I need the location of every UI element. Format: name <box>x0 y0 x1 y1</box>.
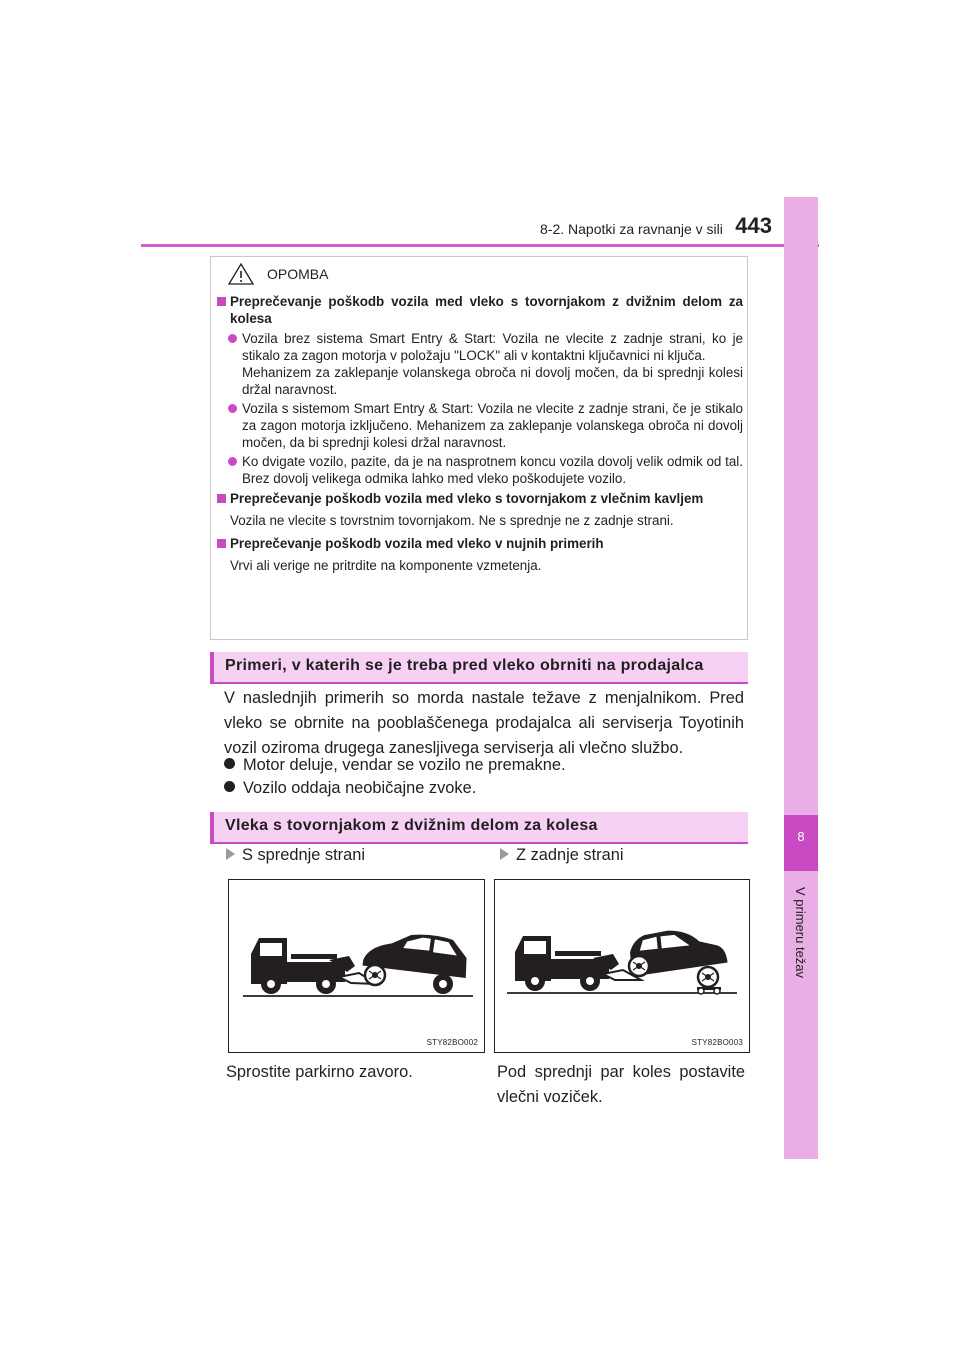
square-bullet-icon <box>217 539 226 548</box>
chapter-tab[interactable] <box>784 815 818 871</box>
note-body <box>215 293 743 577</box>
note-paragraph: Vozila ne vlecite s tovrstnim tovornjakom. Ne s sprednje ne z zadnje strani. <box>230 513 674 528</box>
bullet-item <box>224 779 476 798</box>
intro-paragraph: V naslednjih primerih so morda nastale težave z menjalnikom. Pred vleko se obrnite na pooblaščenega prodajalca ali serviserja Toyotinih vozil oziroma drugega zanesljivega serviserja ali vlečno službo. <box>224 689 744 757</box>
warning-triangle-icon <box>227 262 255 286</box>
note-box <box>210 256 748 640</box>
note-heading-text: Preprečevanje poškodb vozila med vleko s tovornjakom z dvižnim delom za kolesa <box>230 294 743 326</box>
section-heading-underline <box>210 842 748 844</box>
section-heading-text: Vleka s tovornjakom z dvižnim delom za kolesa <box>225 817 598 834</box>
section-heading <box>210 652 748 682</box>
triangle-marker-icon <box>500 848 509 860</box>
note-paragraph: Vrvi ali verige ne pritrdite na komponente vzmetenja. <box>230 558 542 573</box>
caption-front: Sprostite parkirno zavoro. <box>226 1063 413 1081</box>
note-bullet-text: Mehanizem za zaklepanje volanskega obroča ni dovolj močen, da bi sprednji kolesi držal naravnost. <box>242 365 743 397</box>
circle-bullet-icon <box>228 334 237 343</box>
note-bullet-text: Vozila brez sistema Smart Entry & Start: Vozila ne vlecite z zadnje strani, ko je stikalo za zagon motorja v položaju "LOCK" ali v kontaktni ključavnici ni ključa. <box>242 331 743 363</box>
figure-label-rear <box>500 846 624 865</box>
figure-label-front <box>226 846 365 865</box>
square-bullet-icon <box>217 494 226 503</box>
page-number: 443 <box>735 213 772 238</box>
chapter-title-box <box>786 887 816 1027</box>
caption-rear-line: Pod sprednji par koles postavite <box>497 1063 745 1081</box>
note-heading-text: Preprečevanje poškodb vozila med vleko s tovornjakom z vlečnim kavljem <box>230 491 704 506</box>
section-heading-text: Primeri, v katerih se je treba pred vleko obrniti na prodajalca <box>225 657 704 674</box>
figure-label-text: S sprednje strani <box>242 846 365 864</box>
bullet-dot-icon <box>224 781 235 792</box>
note-bullet-text: Vozila s sistemom Smart Entry & Start: Vozila ne vlecite z zadnje strani, če je stikalo za zagon motorja izključeno. Mehanizem za zaklepanje volanskega obroča ni dovolj močen, da bi sprednji kolesi držal naravnost. <box>242 401 743 450</box>
note-heading-text: Preprečevanje poškodb vozila med vleko v nujnih primerih <box>230 536 604 551</box>
figure-code: STY82BO002 <box>426 1038 478 1047</box>
chapter-title: V primeru težav <box>793 887 808 979</box>
note-bullet-text: Ko dvigate vozilo, pazite, da je na nasprotnem koncu vozila dovolj velik odmik od tal. Brez dovolj velikega odmika lahko med vleko poškodujete vozilo. <box>242 454 743 486</box>
section-heading <box>210 812 748 842</box>
bullet-item <box>224 756 566 775</box>
note-label: OPOMBA <box>267 266 329 282</box>
chapter-number: 8 <box>797 829 805 844</box>
section-header: 8-2. Napotki za ravnanje v sili <box>540 221 723 237</box>
bullet-text: Motor deluje, vendar se vozilo ne premakne. <box>243 756 566 774</box>
tow-truck-front-illustration <box>229 880 484 1052</box>
bullet-dot-icon <box>224 758 235 769</box>
circle-bullet-icon <box>228 457 237 466</box>
note-heading <box>215 293 743 327</box>
circle-bullet-icon <box>228 404 237 413</box>
figure-label-text: Z zadnje strani <box>516 846 624 864</box>
note-bullet <box>215 453 743 487</box>
towing-rear-figure <box>494 879 750 1053</box>
chapter-sidebar <box>784 197 818 1159</box>
caption-rear <box>497 1060 745 1110</box>
note-bullet <box>215 330 743 398</box>
header-rule <box>141 244 819 247</box>
note-heading <box>215 535 743 552</box>
triangle-marker-icon <box>226 848 235 860</box>
square-bullet-icon <box>217 297 226 306</box>
note-heading <box>215 490 743 507</box>
bullet-text: Vozilo oddaja neobičajne zvoke. <box>243 779 477 797</box>
figure-code: STY82BO003 <box>691 1038 743 1047</box>
towing-front-figure <box>228 879 485 1053</box>
section-heading-underline <box>210 682 748 684</box>
caption-rear-line: vlečni voziček. <box>497 1088 603 1106</box>
note-bullet <box>215 400 743 451</box>
tow-truck-rear-illustration <box>495 880 749 1052</box>
